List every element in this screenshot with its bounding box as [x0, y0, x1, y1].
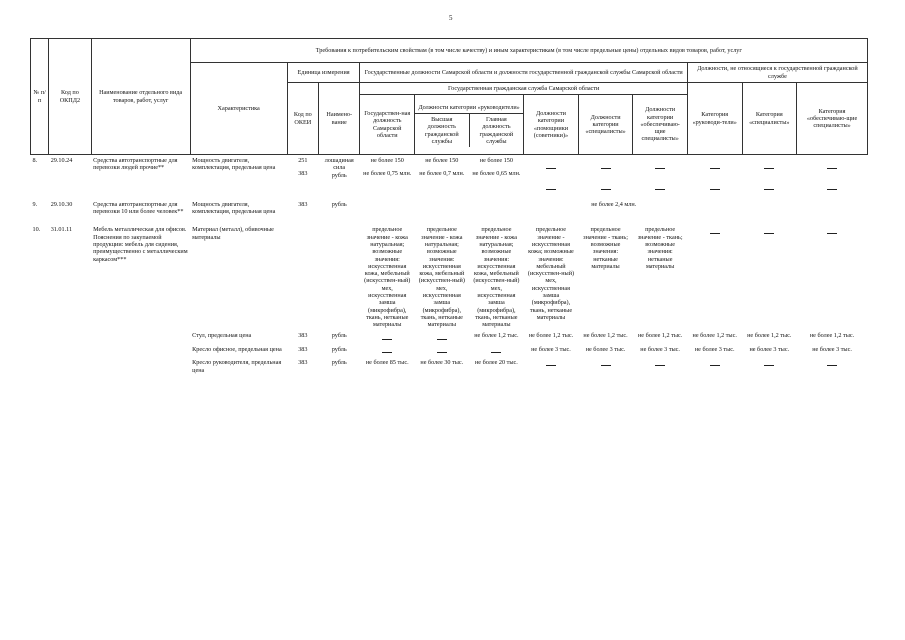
value-cell: не более 3 тыс.	[640, 345, 680, 353]
okei-header: Код по ОКЕИ	[287, 83, 318, 155]
table-row	[31, 330, 868, 344]
requirements-table	[30, 38, 868, 375]
dash	[710, 233, 720, 234]
dash	[491, 352, 501, 353]
requirements-header: Требования к потребительским свойствам (в том числе качеству) и иным характеристикам (в том числе предельные цены) отдельных видов товаров, работ, услуг	[190, 39, 867, 63]
row-char: Кресло офисное, предельная цена	[192, 345, 282, 353]
value-cell: не более 3 тыс.	[531, 345, 571, 353]
other-positions-header: Должности, не относящиеся к государственной гражданской службе	[687, 63, 867, 83]
table-row	[31, 357, 868, 375]
unit-value: рубль	[331, 200, 347, 208]
dash	[764, 189, 774, 190]
dash	[764, 233, 774, 234]
row-char: Материал (металл), обивочные материалы	[192, 226, 274, 241]
value-cell: не более 150	[425, 157, 459, 164]
dash	[827, 233, 837, 234]
value-cell: не более 1,2 тыс.	[809, 331, 855, 339]
okei-value: 383	[298, 359, 308, 367]
dash	[546, 189, 556, 190]
unit-value: лошадиная сила	[324, 157, 354, 172]
row-name: Средства автотранспортные для перевозки людей прочие**	[93, 157, 178, 172]
okei-value: 383	[298, 331, 308, 339]
value-cell: не более 0,75 млн.	[363, 170, 412, 178]
row-num: 10.	[32, 226, 41, 234]
leaders-category-header: Должности категории «руководители» Высшая должность гражданской службы Главная должность гражданской службы	[415, 95, 524, 155]
cat-support-header: Категория «обеспечиваю-щие специалисты»	[797, 83, 868, 155]
dash	[601, 189, 611, 190]
value-cell: не более 0,65 млн.	[472, 170, 521, 178]
row-code: 29.10.30	[50, 200, 73, 208]
value-cell: не более 20 тыс.	[475, 359, 518, 367]
table-row	[31, 155, 868, 195]
unit-value: рубль	[331, 345, 347, 353]
value-cell: не более 1,2 тыс.	[528, 331, 574, 339]
dash	[827, 168, 837, 169]
row-name: Средства автотранспортные для перевозки 10 или более человек**	[93, 200, 184, 215]
dash	[655, 365, 665, 366]
table-row	[31, 195, 868, 217]
row-name: Мебель металлическая для офисов. Пояснения по закупаемой продукции: мебель для сидения, преимущественно с металлическим каркасом***	[93, 226, 188, 263]
unit-value: рубль	[331, 171, 347, 179]
col-num-header: № п/п	[31, 39, 49, 155]
unit-value: рубль	[331, 331, 347, 339]
value-cell: не более 1,2 тыс.	[474, 331, 519, 339]
col-okpd-header: Код по ОКПД2	[49, 39, 91, 155]
okei-value: 383	[298, 345, 308, 353]
unit-value: рубль	[331, 359, 347, 367]
table-row	[31, 344, 868, 357]
value-cell: не более 1,2 тыс.	[747, 331, 792, 339]
okei-value: 383	[298, 200, 308, 208]
dash	[382, 339, 392, 340]
value-cell: предельное значение - кожа натуральная; возможные значения: искусственная кожа, мебельный (искусствен-ный) мех, искусственная замша (микрофибра), ткань, нетканые материалы	[364, 226, 411, 329]
value-cell: не более 85 тыс.	[365, 359, 409, 367]
dash	[710, 365, 720, 366]
dash	[655, 189, 665, 190]
value-cell: не более 3 тыс.	[749, 345, 790, 353]
cat-leaders-header: Категория «руководи-тели»	[687, 83, 742, 155]
dash	[655, 168, 665, 169]
value-cell: предельное значение - ткань; возможные значения: нетканые материалы	[583, 226, 628, 270]
state-positions-header: Государственные должности Самарской области и должности государственной гражданской службы Самарской области	[360, 63, 687, 83]
value-cell: не более 150	[479, 157, 513, 164]
value-cell: не более 3 тыс.	[694, 345, 735, 353]
dash	[764, 365, 774, 366]
dash	[546, 168, 556, 169]
page-number: 5	[449, 14, 453, 22]
dash	[437, 352, 447, 353]
value-cell: предельное значение - ткань; возможные значения: нетканые материалы	[637, 226, 683, 270]
row-code: 29.10.24	[50, 157, 73, 164]
characteristic-header: Характеристика	[190, 63, 287, 155]
dash	[601, 168, 611, 169]
value-cell: не более 3 тыс.	[812, 345, 852, 353]
value-cell: не более 0,7 млн.	[419, 170, 465, 178]
cat-specialists-header: Категория «специалисты»	[742, 83, 797, 155]
dash	[764, 168, 774, 169]
value-cell: предельное значение - искусственная кожа; возможные значения: мебельный (искусствен-ный) мех, искусственная замша (микрофибра), ткань, нетканые материалы	[527, 226, 575, 321]
value-cell: не более 2,4 млн.	[591, 200, 637, 208]
row-num: 8.	[32, 157, 38, 164]
value-cell: не более 1,2 тыс.	[692, 331, 737, 339]
highest-position-header: Высшая должность гражданской службы	[415, 114, 470, 147]
okei-value: 383	[298, 170, 308, 178]
row-char: Мощность двигателя, комплектация, предельная цена	[192, 200, 276, 215]
row-code: 31.01.11	[50, 226, 73, 234]
col-name-header: Наименование отдельного вида товаров, работ, услуг	[91, 39, 190, 155]
dash	[382, 352, 392, 353]
civil-service-header: Государственная гражданская служба Самарской области	[360, 83, 687, 95]
table-row	[31, 216, 868, 329]
unit-header: Единица измерения	[287, 63, 360, 83]
value-cell: не более 3 тыс.	[585, 345, 626, 353]
value-cell: не более 150	[370, 157, 404, 164]
main-position-header: Главная должность гражданской службы	[479, 116, 514, 145]
dash	[710, 189, 720, 190]
dash	[710, 168, 720, 169]
dash	[827, 189, 837, 190]
value-cell: предельное значение - кожа натуральная; возможные значения: искусственная кожа, мебельный (искусствен-ный) мех, искусственная замша (микрофибра), ткань, нетканые материалы	[473, 226, 520, 329]
unit-name-header: Наимено-вание	[319, 83, 360, 155]
value-cell: не более 30 тыс.	[420, 359, 464, 367]
value-cell: не более 1,2 тыс.	[637, 331, 683, 339]
row-char: Кресло руководителя, предельная цена	[192, 359, 282, 374]
dash	[827, 365, 837, 366]
value-cell: не более 1,2 тыс.	[583, 331, 628, 339]
row-char: Мощность двигателя, комплектация, предельная цена	[192, 157, 276, 172]
specialists-header: Должности категории «специалисты»	[578, 95, 633, 155]
dash	[437, 339, 447, 340]
state-position-header: Государствен-ная должность Самарской области	[360, 95, 415, 155]
okei-value: 251	[298, 157, 308, 164]
row-num: 9.	[32, 200, 38, 208]
assistants-header: Должности категории «помощники (советники)»	[524, 95, 579, 155]
row-char: Стул, предельная цена	[192, 331, 252, 339]
value-cell: предельное значение - кожа натуральная; возможные значения: искусственная кожа, мебельный (искусствен-ный) мех, искусственная замша (микрофибра), ткань, нетканые материалы	[418, 226, 465, 329]
dash	[546, 365, 556, 366]
support-header: Должности категории «обеспечиваю-щие специалисты»	[633, 95, 688, 155]
dash	[601, 365, 611, 366]
